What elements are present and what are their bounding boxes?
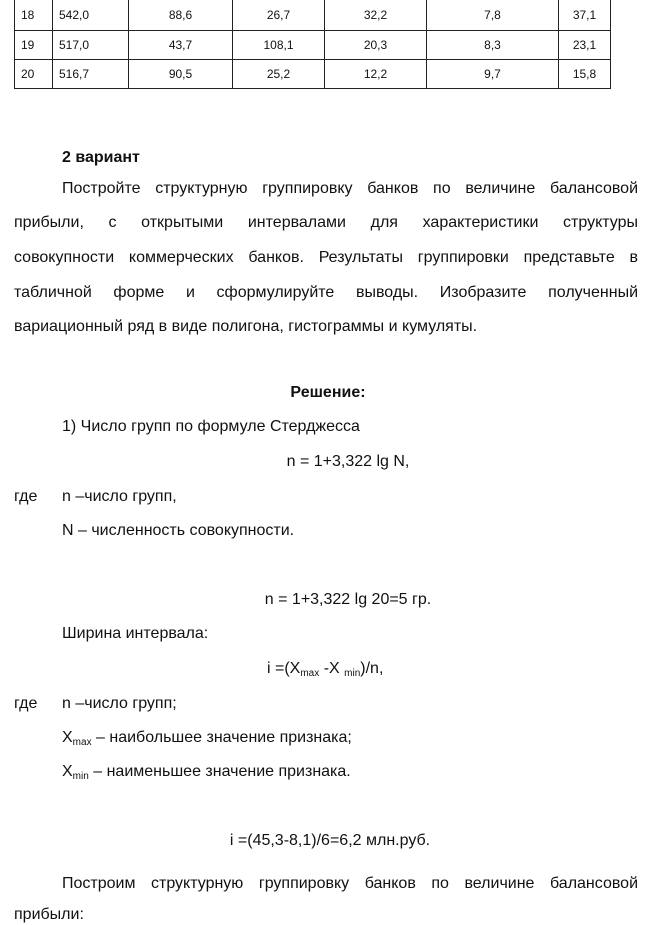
banks-data-table [14, 0, 611, 89]
table-cell: 517,0 [53, 31, 129, 60]
table-cell: 19 [15, 31, 53, 60]
interval-width-formula: $i =(X_{max}$ -X $_{min}$)/n, [267, 660, 384, 679]
table-cell: 542,0 [53, 0, 129, 31]
where-label-2: где [14, 695, 38, 712]
table-row [15, 31, 611, 60]
task-line-2: прибыли, с открытыми интервалами для характеристики структуры [14, 214, 638, 231]
interval-calculation: i =(45,3-8,1)/6=6,2 млн.руб. [229, 832, 431, 849]
table-cell: 26,7 [233, 0, 325, 31]
task-line-4: табличной форме и сформулируйте выводы. Изобразите полученный [14, 284, 638, 301]
table-row [15, 0, 611, 31]
table-cell: 8,3 [427, 31, 559, 60]
grouping-intro-line-1: Построим структурную группировку банков по величине балансовой [62, 875, 638, 892]
task-line-5: вариационный ряд в виде полигона, гистограммы и кумуляты. [14, 318, 478, 335]
table-cell: 32,2 [325, 0, 427, 31]
table-cell: 20,3 [325, 31, 427, 60]
table-cell: 7,8 [427, 0, 559, 31]
definition-xmin: $X_{min}$ – наименьшее значение признака. [62, 763, 351, 782]
table-cell: 25,2 [233, 60, 325, 89]
table-cell: 18 [15, 0, 53, 31]
task-line-3: совокупности коммерческих банков. Результаты группировки представьте в [14, 249, 638, 266]
where-label-1: где [14, 488, 38, 505]
table-cell: 43,7 [129, 31, 233, 60]
grouping-intro-line-2: прибыли: [14, 906, 84, 923]
interval-width-label: Ширина интервала: [62, 625, 209, 642]
table-cell: 516,7 [53, 60, 129, 89]
table-cell: 90,5 [129, 60, 233, 89]
table-cell: 15,8 [559, 60, 611, 89]
solution-title: Решение: [290, 384, 366, 401]
table-cell: 20 [15, 60, 53, 89]
task-line-1: Постройте структурную группировку банков по величине балансовой [62, 180, 638, 197]
definition-N: N – численность совокупности. [62, 522, 295, 539]
definition-xmax: $X_{max}$ – наибольшее значение признака; [62, 729, 352, 748]
table-cell: 37,1 [559, 0, 611, 31]
table-cell: 88,6 [129, 0, 233, 31]
definition-n: n –число групп, [62, 488, 177, 505]
step-1-text: 1) Число групп по формуле Стерджесса [62, 418, 360, 435]
table-cell: 108,1 [233, 31, 325, 60]
definition-n-2: n –число групп; [62, 695, 177, 712]
variant-heading: 2 вариант [62, 149, 140, 166]
sturges-formula: n = 1+3,322 lg N, [286, 453, 410, 470]
table-cell: 23,1 [559, 31, 611, 60]
table-cell: 9,7 [427, 60, 559, 89]
table-row [15, 60, 611, 89]
table-cell: 12,2 [325, 60, 427, 89]
groups-calculation: n = 1+3,322 lg 20=5 гр. [264, 591, 432, 608]
